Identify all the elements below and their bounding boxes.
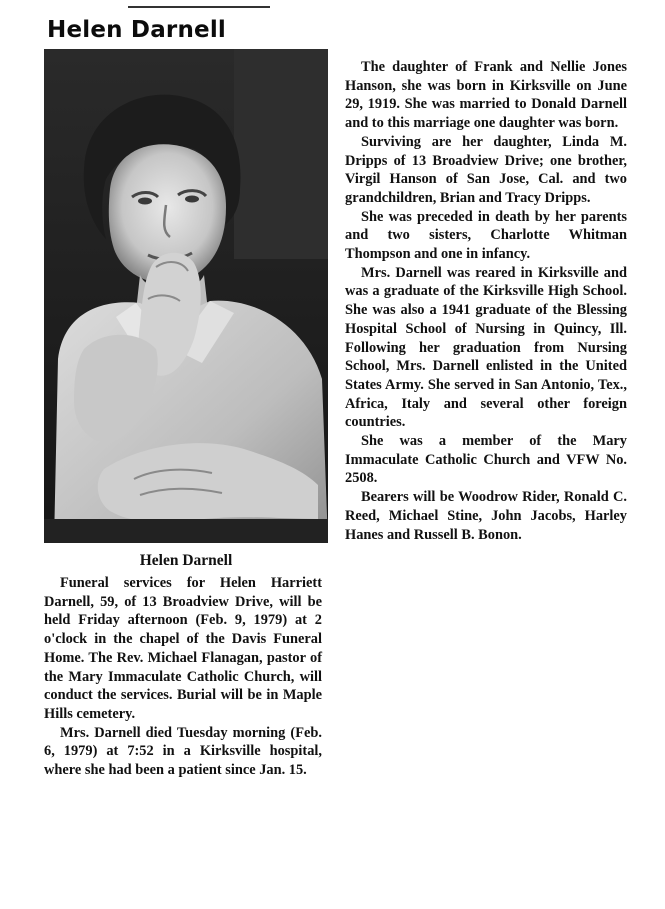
left-column — [44, 574, 322, 780]
portrait-photo — [44, 49, 328, 543]
paragraph: Surviving are her daughter, Linda M. Dripps of 13 Broadview Drive; one brother, Virgil Hanson of San Jose, Cal. and two grandchildren, Brian and Tracy Dripps. — [345, 133, 627, 206]
obituary-headline: Helen Darnell — [47, 17, 227, 43]
paragraph: The daughter of Frank and Nellie Jones Hanson, she was born in Kirksville on June 29, 1919. She was married to Donald Darnell and to this marriage one daughter was born. — [345, 59, 627, 132]
paragraph: Mrs. Darnell died Tuesday morning (Feb. 6, 1979) at 7:52 in a Kirksville hospital, where she had been a patient since Jan. 15. — [44, 724, 322, 779]
top-rule — [128, 6, 270, 8]
paragraph: She was a member of the Mary Immaculate Catholic Church and VFW No. 2508. — [345, 433, 627, 487]
paragraph: Mrs. Darnell was reared in Kirksville and was a graduate of the Kirksville High School. She was also a 1941 graduate of the Blessing Hospital School of Nursing in Quincy, Ill. Following her graduation from Nursing School, Mrs. Darnell enlisted in the United States Army. She served in San Antonio, Tex., Africa, Italy and several other foreign countries. — [345, 264, 627, 431]
paragraph: She was preceded in death by her parents and two sisters, Charlotte Whitman Thompson and one in infancy. — [345, 208, 627, 263]
right-column — [345, 58, 627, 544]
paragraph: Bearers will be Woodrow Rider, Ronald C. Reed, Michael Stine, John Jacobs, Harley Hanes and Russell B. Bonon. — [345, 489, 627, 543]
photo-caption: Helen Darnell — [139, 552, 233, 569]
paragraph: Funeral services for Helen Harriett Darnell, 59, of 13 Broadview Drive, will be held Friday afternoon (Feb. 9, 1979) at 2 o'clock in the chapel of the Davis Funeral Home. The Rev. Michael Flanagan, pastor of the Mary Immaculate Catholic Church, will conduct the services. Burial will be in Maple Hills cemetery. — [44, 575, 322, 722]
